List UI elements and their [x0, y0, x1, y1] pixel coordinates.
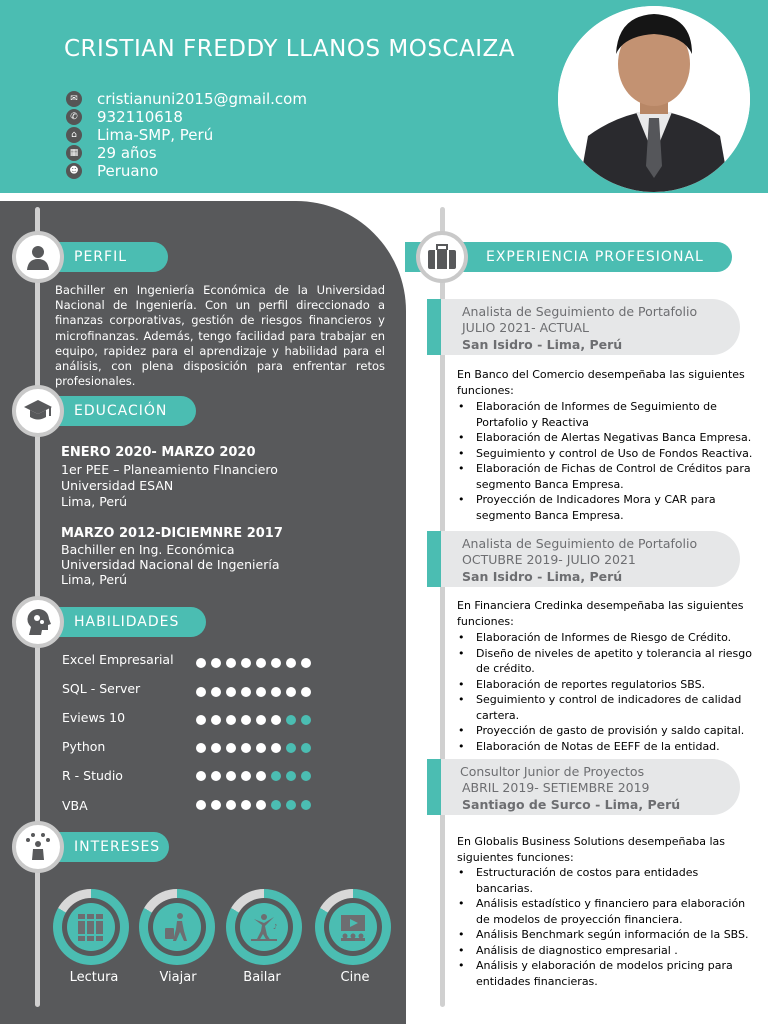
edu-period-2: MARZO 2012-DICIEMNRE 2017 [61, 526, 283, 541]
person-icon: ☻ [66, 163, 82, 179]
skill-level-dot [241, 658, 251, 668]
skill-dots-sql [196, 687, 316, 697]
skill-level-dot [241, 800, 251, 810]
contact-phone-text: 932110618 [97, 108, 183, 126]
job-1-task: • Proyección de Indicadores Mora y CAR para segmento Banca Empresa. [457, 492, 757, 523]
job-2-accent [427, 531, 441, 587]
contact-location [66, 126, 213, 144]
edu-2-line-3: Lima, Perú [61, 572, 128, 587]
skill-level-dot [226, 658, 236, 668]
section-habilidades-header [42, 607, 206, 637]
job-1-task: • Elaboración de Informes de Seguimiento de Portafolio y Reactiva [457, 399, 757, 430]
edu-1-line-2: Universidad ESAN [61, 478, 174, 493]
skill-level-dot [301, 743, 311, 753]
skill-level-dot [211, 715, 221, 725]
section-intereses-title: INTERESES [74, 839, 161, 855]
section-habilidades-title: HABILIDADES [74, 614, 180, 630]
experiencia-section-circle [416, 231, 468, 283]
interest-cine-ring [315, 889, 391, 965]
skill-level-dot [211, 771, 221, 781]
head-gears-icon [23, 607, 53, 637]
skill-level-dot [301, 658, 311, 668]
edu-1-line-1: 1er PEE – Planeamiento FInanciero [61, 462, 278, 477]
job-2-task-list [457, 630, 757, 754]
skill-level-dot [226, 715, 236, 725]
skill-level-dot [286, 771, 296, 781]
job-1-dates: JULIO 2021- ACTUAL [462, 320, 589, 335]
user-icon [24, 243, 52, 271]
calendar-icon: ▦ [66, 145, 82, 161]
perfil-section-circle [12, 231, 64, 283]
skill-level-dot [211, 658, 221, 668]
section-educacion-header [42, 396, 196, 426]
skill-level-dot [256, 658, 266, 668]
job-3-task: • Análisis y elaboración de modelos pricing para entidades financieras. [457, 958, 757, 989]
skill-level-dot [271, 800, 281, 810]
job-1-accent [427, 299, 441, 355]
job-2-role: Analista de Seguimiento de Portafolio [462, 536, 698, 551]
skill-level-dot [256, 715, 266, 725]
job-2-task: • Elaboración de reportes regulatorios SBS. [457, 677, 757, 693]
interest-cine-label: Cine [340, 970, 370, 985]
skill-level-dot [256, 743, 266, 753]
job-1-task-list [457, 399, 757, 523]
skill-level-dot [241, 715, 251, 725]
skill-level-dot [211, 800, 221, 810]
job-1-task: • Elaboración de Fichas de Control de Créditos para segmento Banca Empresa. [457, 461, 757, 492]
skill-level-dot [301, 687, 311, 697]
skill-level-dot [301, 800, 311, 810]
cinema-icon [338, 911, 368, 943]
skill-dots-vba [196, 800, 316, 810]
contact-nationality-text: Peruano [97, 162, 159, 180]
skill-level-dot [196, 658, 206, 668]
skill-level-dot [196, 743, 206, 753]
job-3-role: Consultor Junior de Proyectos [460, 764, 645, 779]
job-2-task: • Elaboración de Informes de Riesgo de Crédito. [457, 630, 757, 646]
edu-2-line-2: Universidad Nacional de Ingeniería [61, 557, 280, 572]
skill-name-vba: VBA [62, 798, 88, 813]
interest-lectura-label: Lectura [69, 970, 119, 985]
interest-bailar-ring [226, 889, 302, 965]
skill-level-dot [271, 658, 281, 668]
skill-level-dot [286, 743, 296, 753]
skill-level-dot [241, 743, 251, 753]
skill-dots-rstudio [196, 771, 316, 781]
interest-viajar-label: Viajar [159, 970, 197, 985]
job-2-task: • Proyección de gasto de provisión y saldo capital. [457, 723, 757, 739]
candidate-name: CRISTIAN FREDDY LLANOS MOSCAIZA [64, 36, 515, 62]
skill-level-dot [286, 687, 296, 697]
job-1-role: Analista de Seguimiento de Portafolio [462, 304, 698, 319]
interest-viajar-ring [139, 889, 215, 965]
skill-level-dot [256, 771, 266, 781]
job-2-dates: OCTUBRE 2019- JULIO 2021 [462, 552, 636, 567]
job-1-place: San Isidro - Lima, Perú [462, 337, 623, 352]
job-3-place: Santiago de Surco - Lima, Perú [462, 797, 681, 812]
skill-level-dot [301, 771, 311, 781]
home-icon: ⌂ [66, 127, 82, 143]
skill-level-dot [226, 771, 236, 781]
skill-level-dot [241, 771, 251, 781]
skill-dots-excel [196, 658, 316, 668]
job-2-intro: En Financiera Credinka desempeñaba las siguientes funciones: [457, 599, 744, 628]
skill-level-dot [256, 687, 266, 697]
skill-dots-eviews [196, 715, 316, 725]
section-experiencia-title: EXPERIENCIA PROFESIONAL [486, 249, 704, 265]
job-1-header [427, 299, 740, 355]
profile-photo [558, 6, 750, 192]
skill-level-dot [211, 687, 221, 697]
contact-location-text: Lima-SMP, Perú [97, 126, 214, 144]
job-3-dates: ABRIL 2019- SETIEMBRE 2019 [462, 780, 650, 795]
job-1-task: • Elaboración de Alertas Negativas Banca Empresa. [457, 430, 757, 446]
contact-age-text: 29 años [97, 144, 157, 162]
job-3-task-list [457, 865, 757, 989]
contact-email [66, 90, 307, 108]
job-3-task: • Análisis de diagnostico empresarial . [457, 943, 757, 959]
skill-name-eviews: Eviews 10 [62, 710, 126, 725]
contact-nationality [66, 162, 158, 180]
section-perfil-title: PERFIL [74, 249, 127, 265]
job-1-task: • Seguimiento y control de Uso de Fondos Reactiva. [457, 446, 757, 462]
skill-level-dot [286, 658, 296, 668]
graduation-cap-icon [23, 397, 53, 425]
books-icon [76, 911, 106, 943]
skill-level-dot [271, 687, 281, 697]
skill-level-dot [271, 715, 281, 725]
traveler-icon [162, 911, 192, 943]
edu-period-1: ENERO 2020- MARZO 2020 [61, 445, 256, 460]
skill-dots-python [196, 743, 316, 753]
interest-bailar-label: Bailar [243, 970, 281, 985]
skill-level-dot [286, 715, 296, 725]
section-educacion-title: EDUCACIÓN [74, 403, 168, 419]
skill-level-dot [196, 715, 206, 725]
skill-level-dot [196, 800, 206, 810]
skill-name-python: Python [62, 739, 106, 754]
email-icon: ✉ [66, 91, 82, 107]
skill-name-sql: SQL - Server [62, 681, 141, 696]
contact-age [66, 144, 157, 162]
perfil-description: Bachiller en Ingeniería Económica de la Universidad Nacional de Ingeniería. Con un perfil direccionado a finanzas corporativas, gestión de riesgos financieros y microfinanzas. Además, tengo facilidad para trabajar en equipo, rapidez para el aprendizaje y habilidad para el análisis, con plena disposición para enfrentar retos profesionales. [55, 283, 385, 389]
dancer-icon [249, 911, 279, 943]
job-3-task: • Estructuración de costos para entidades bancarias. [457, 865, 757, 896]
job-3-task: • Análisis Benchmark según información de la SBS. [457, 927, 757, 943]
juggler-icon [23, 832, 53, 862]
skill-level-dot [196, 687, 206, 697]
job-2-task: • Elaboración de Notas de EEFF de la entidad. [457, 739, 757, 755]
contact-email-text: cristianuni2015@gmail.com [97, 90, 307, 108]
skill-level-dot [271, 771, 281, 781]
skill-level-dot [226, 743, 236, 753]
contact-phone [66, 108, 183, 126]
habilidades-section-circle [12, 596, 64, 648]
job-2-task: • Seguimiento y control de indicadores de calidad cartera. [457, 692, 757, 723]
skill-level-dot [301, 715, 311, 725]
skill-level-dot [271, 743, 281, 753]
job-2-task: • Diseño de niveles de apetito y tolerancia al riesgo de crédito. [457, 646, 757, 677]
skill-level-dot [241, 687, 251, 697]
job-2-place: San Isidro - Lima, Perú [462, 569, 623, 584]
edu-1-line-3: Lima, Perú [61, 494, 128, 509]
job-3-intro: En Globalis Business Solutions desempeñaba las siguientes funciones: [457, 835, 726, 864]
interest-lectura-ring [53, 889, 129, 965]
skill-level-dot [226, 800, 236, 810]
skill-name-excel: Excel Empresarial [62, 652, 174, 667]
job-3-task: • Análisis estadístico y financiero para elaboración de modelos de proyección financiera. [457, 896, 757, 927]
skill-level-dot [226, 687, 236, 697]
phone-icon: ✆ [66, 109, 82, 125]
briefcase-icon [427, 243, 457, 271]
educacion-section-circle [12, 385, 64, 437]
job-2-header [427, 531, 740, 587]
skill-level-dot [286, 800, 296, 810]
job-1-intro: En Banco del Comercio desempeñaba las siguientes funciones: [457, 368, 745, 397]
skill-level-dot [256, 800, 266, 810]
skill-level-dot [211, 743, 221, 753]
svg-text:♪: ♪ [273, 923, 278, 931]
job-3-header [427, 759, 740, 815]
intereses-section-circle [12, 821, 64, 873]
skill-level-dot [196, 771, 206, 781]
job-3-accent [427, 759, 441, 815]
edu-2-line-1: Bachiller en Ing. Económica [61, 542, 235, 557]
skill-name-rstudio: R - Studio [62, 768, 123, 783]
